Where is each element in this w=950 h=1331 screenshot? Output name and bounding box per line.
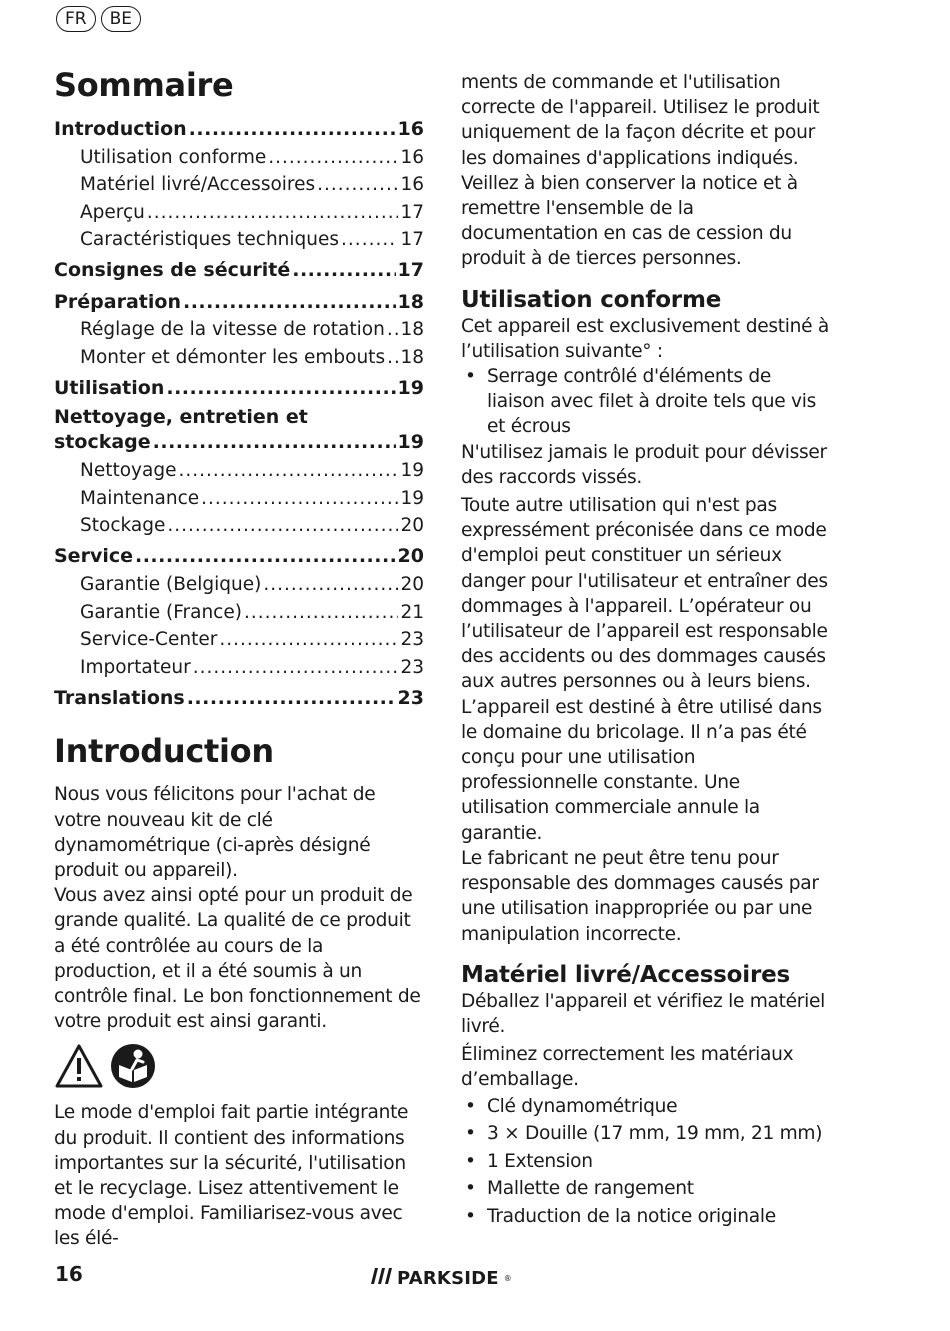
toc-entry-page: 17	[400, 229, 424, 251]
brand-logo	[368, 1268, 512, 1289]
delivery-paragraph-2: Éliminez correctement les matériaux d’emballage.	[461, 1044, 794, 1091]
toc-entry-label: Préparation	[54, 290, 181, 313]
toc-entry-label: Utilisation	[54, 376, 165, 399]
toc-entry-label: Service-Center	[80, 629, 218, 651]
toc-entry-page: 20	[400, 573, 424, 595]
toc-entry[interactable]	[54, 171, 424, 199]
toc-leader-dots	[189, 116, 396, 144]
toc-entry-page: 16	[397, 118, 424, 140]
toc-entry[interactable]	[54, 685, 424, 713]
list-item: • Traduction de la notice originale	[461, 1203, 833, 1231]
brand-registered-mark: ®	[503, 1274, 512, 1283]
toc-entry-label: Stockage	[80, 515, 166, 537]
toc-entry-page: 18	[397, 290, 424, 313]
lang-badge-be: BE	[101, 6, 141, 32]
toc-leader-dots	[193, 654, 399, 682]
toc-entry[interactable]	[54, 316, 424, 344]
intended-use-paragraph-2: N'utilisez jamais le produit pour dévisser des raccords vissés.	[461, 441, 827, 488]
toc-entry-page: 17	[397, 259, 424, 282]
list-item: • Serrage contrôlé d'éléments de liaison avec filet à droite tels que vis et écrous	[461, 364, 833, 440]
intro-paragraph-1: Nous vous félicitons pour l'achat de votre nouveau kit de clé dynamométrique (ci-après désigné produit ou appareil).	[54, 784, 376, 881]
intro-paragraph-3: Le mode d'emploi fait partie intégrante du produit. Il contient des informations importantes sur la sécurité, l'utilisation et le recyclage. Lisez attentivement le mode d'emploi. Familiarisez-vous avec les élé-	[54, 1102, 409, 1250]
intro-paragraph-3-continued: ments de commande et l'utilisation correcte de l'appareil. Utilisez le produit uniquement de la façon décrite et pour les domaines d'applications indiqués. Veillez à bien conserver la notice et à remettre l'ensemble de la documentation en cas de cession du produit à de tierces personnes.	[461, 72, 820, 270]
intended-use-paragraph-4: Le fabricant ne peut être tenu pour responsable des dommages causés par une utilisation inappropriée ou par une manipulation incorrecte.	[461, 847, 819, 945]
toc-entry-label: Garantie (Belgique)	[80, 573, 262, 595]
toc-entry[interactable]	[54, 289, 424, 317]
toc-entry-label: Réglage de la vitesse de rotation	[80, 319, 385, 341]
intro-paragraph-2: Vous avez ainsi opté pour un produit de grande qualité. La qualité de ce produit a été contrôlée au cours de la production, et il a été soumis à un contrôle final. Le bon fonctionnement de votre produit est ainsi garanti.	[54, 885, 421, 1033]
toc-entry-page: 20	[397, 545, 424, 568]
toc-leader-dots	[153, 429, 396, 457]
toc-leader-dots	[387, 344, 398, 372]
toc-entry-page: 23	[397, 686, 424, 709]
toc-entry-page: 20	[400, 515, 424, 537]
toc-entry-label: stockage	[54, 431, 151, 454]
intended-use-paragraph-1: Cet appareil est exclusivement destiné à l’utilisation suivante° :	[461, 315, 829, 362]
toc-entry[interactable]	[54, 571, 424, 599]
lang-badge-fr: FR	[56, 6, 96, 32]
list-item: • Clé dynamométrique	[461, 1093, 833, 1121]
table-of-contents	[54, 116, 424, 712]
toc-leader-dots	[183, 289, 396, 317]
toc-leader-dots	[387, 316, 399, 344]
toc-entry[interactable]	[54, 257, 424, 285]
toc-entry-label: Maintenance	[80, 487, 200, 509]
toc-entry[interactable]	[54, 485, 424, 513]
toc-entry[interactable]	[54, 116, 424, 144]
toc-leader-dots	[219, 626, 398, 654]
toc-leader-dots	[147, 199, 399, 227]
left-column	[54, 64, 424, 1252]
toc-entry-page: 23	[400, 629, 424, 651]
toc-entry-page: 19	[400, 460, 424, 482]
toc-entry-label: Introduction	[54, 118, 187, 140]
toc-entry-page: 16	[400, 174, 424, 196]
toc-leader-dots	[263, 571, 398, 599]
toc-entry-label: Service	[54, 545, 133, 568]
toc-leader-dots	[268, 144, 398, 172]
toc-entry[interactable]	[54, 626, 424, 654]
toc-entry[interactable]	[54, 344, 424, 372]
toc-leader-dots	[292, 257, 395, 285]
warning-triangle-icon	[54, 1043, 104, 1093]
toc-entry-page: 19	[400, 487, 424, 509]
intended-use-paragraph-3: Toute autre utilisation qui n'est pas expressément préconisée dans ce mode d'emploi peut constituer un sérieux danger pour l'utilisateur et entraîner des dommages à l'appareil. L’opérateur ou l’utilisateur de l’appareil est responsable des accidents ou des dommages causés aux autres personnes ou à leurs biens. L’appareil est destiné à être utilisé dans le domaine du bricolage. Il n’a pas été conçu pour une utilisation professionnelle constante. Une utilisation commerciale annule la garantie.	[461, 495, 828, 844]
toc-leader-dots	[167, 512, 398, 540]
toc-entry-label: Nettoyage, entretien et	[54, 406, 308, 429]
toc-entry-label: Matériel livré/Accessoires	[80, 174, 316, 196]
toc-leader-dots	[178, 457, 398, 485]
list-item: • 1 Extension	[461, 1148, 833, 1176]
page-number: 16	[55, 1262, 83, 1286]
toc-entry-label: Nettoyage	[80, 460, 177, 482]
toc-entry-page: 23	[400, 656, 424, 678]
toc-entry-label: Aperçu	[80, 201, 145, 223]
toc-entry-page: 17	[400, 201, 424, 223]
language-badges	[56, 6, 141, 32]
brand-slashes-icon	[368, 1268, 392, 1289]
toc-leader-dots	[135, 543, 396, 571]
toc-leader-dots	[341, 226, 398, 254]
brand-name: PARKSIDE	[397, 1268, 499, 1289]
intended-use-heading: Utilisation conforme	[461, 286, 722, 313]
delivery-heading: Matériel livré/Accessoires	[461, 961, 790, 988]
introduction-heading: Introduction	[54, 732, 274, 771]
toc-entry[interactable]	[54, 144, 424, 172]
toc-entry-label: Translations	[54, 686, 185, 709]
toc-entry-label: Caractéristiques techniques	[80, 229, 340, 251]
intended-use-list	[461, 364, 833, 440]
toc-entry-label: Garantie (France)	[80, 601, 242, 623]
toc-entry-label: Consignes de sécurité	[54, 259, 291, 282]
toc-entry-page: 18	[400, 319, 424, 341]
toc-entry-page: 19	[397, 376, 424, 399]
toc-entry-label: Monter et démonter les embouts	[80, 346, 386, 368]
toc-entry[interactable]	[54, 654, 424, 682]
toc-entry-label: Utilisation conforme	[80, 146, 267, 168]
toc-leader-dots	[201, 485, 398, 513]
toc-entry[interactable]	[54, 375, 424, 403]
list-item: • Mallette de rangement	[461, 1175, 833, 1203]
toc-leader-dots	[244, 599, 399, 627]
toc-entry[interactable]	[54, 457, 424, 485]
toc-entry-page: 19	[397, 431, 424, 454]
list-item: • 3 × Douille (17 mm, 19 mm, 21 mm)	[461, 1120, 833, 1148]
toc-leader-dots	[317, 171, 398, 199]
toc-entry-page: 18	[400, 346, 424, 368]
delivery-list	[461, 1093, 833, 1231]
toc-entry-label: Importateur	[80, 656, 191, 678]
toc-entry-page: 21	[400, 601, 424, 623]
read-manual-icon	[110, 1043, 156, 1093]
toc-entry[interactable]	[54, 599, 424, 627]
toc-leader-dots	[187, 685, 396, 713]
right-column	[461, 70, 833, 1230]
delivery-paragraph-1: Déballez l'appareil et vérifiez le matériel livré.	[461, 990, 825, 1037]
toc-entry-page: 16	[400, 146, 424, 168]
toc-entry[interactable]	[54, 512, 424, 540]
toc-title: Sommaire	[54, 66, 234, 104]
safety-icons	[54, 1044, 424, 1092]
toc-entry[interactable]	[54, 199, 424, 227]
toc-entry[interactable]	[54, 429, 424, 457]
toc-leader-dots	[166, 375, 395, 403]
toc-entry[interactable]	[54, 543, 424, 571]
toc-entry[interactable]	[54, 226, 424, 254]
